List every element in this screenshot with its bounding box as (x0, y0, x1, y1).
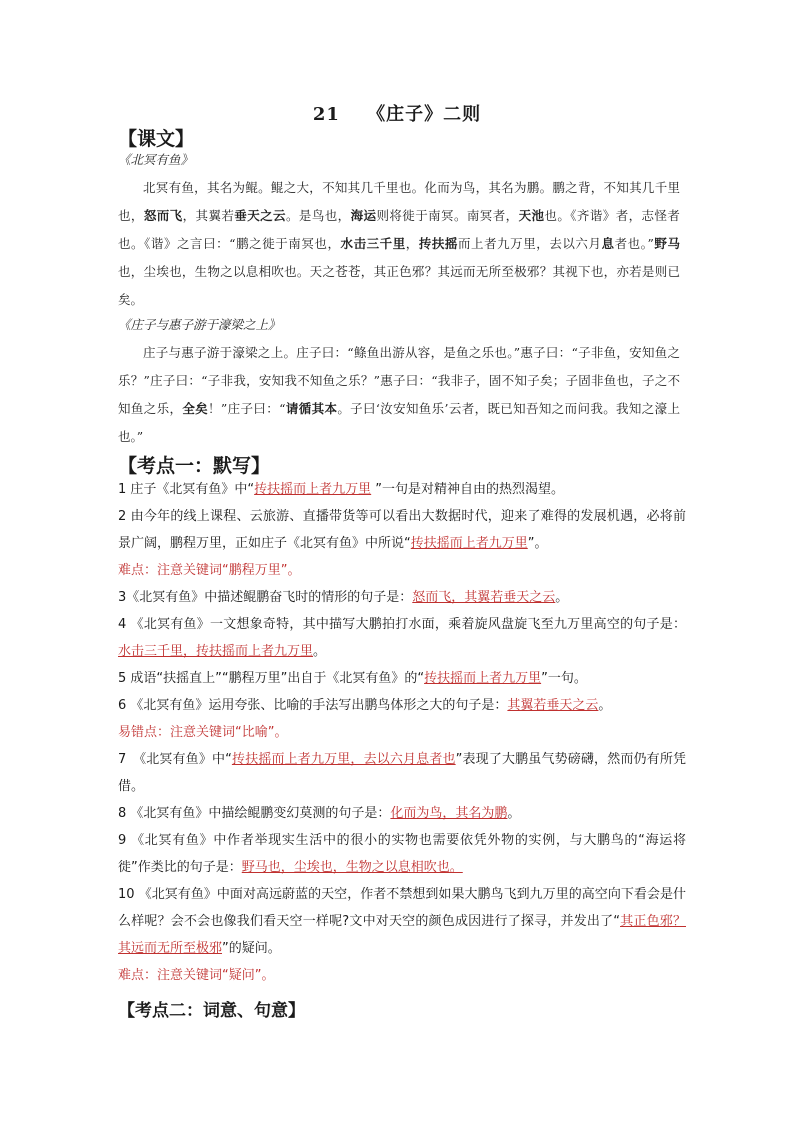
section-heading-text: 【课文】 (118, 128, 195, 150)
question-4: 4 《北冥有鱼》一文想象奇特，其中描写大鹏拍打水面，乘着旋风盘旋飞至九万里高空的句子是：水击三千里，抟扶摇而上者九万里。 (118, 617, 686, 659)
passage1-body: 北冥有鱼，其名为鲲。鲲之大，不知其几千里也。化而为鸟，其名为鹏。鹏之背，不知其几千里也，怒而飞，其翼若垂天之云。是鸟也，海运则将徙于南冥。南冥者，天池也。《齐谐》者，志怪者也。《谐》之言曰：“鹏之徙于南冥也，水击三千里，抟扶摇而上者九万里，去以六月息者也。”野马也，尘埃也，生物之以息相吹也。天之苍苍，其正色邪？其远而无所至极邪？其视下也，亦若是则已矣。 (118, 180, 680, 307)
note-q2: 难点：注意关键词“鹏程万里”。 (118, 563, 301, 578)
lesson-title-text: 《庄子》二则 (367, 104, 482, 125)
question-2: 2 由今年的线上课程、云旅游、直播带货等可以看出大数据时代，迎来了难得的发展机遇，必将前景广阔，鹏程万里，正如庄子《北冥有鱼》中所说“抟扶摇而上者九万里”。 (118, 509, 686, 551)
section-heading-kp1: 【考点一：默写】 (118, 455, 271, 477)
note-q6: 易错点：注意关键词“比喻”。 (118, 725, 288, 740)
question-6: 6 《北冥有鱼》运用夸张、比喻的手法写出鹏鸟体形之大的句子是：其翼若垂天之云。 (118, 698, 612, 713)
passage2-heading: 《庄子与惠子游于濠梁之上》 (118, 317, 281, 332)
lesson-number: 21 (312, 104, 340, 125)
passage1-heading: 《北冥有鱼》 (118, 152, 194, 167)
section-heading-kp2: 【考点二：词意、句意】 (118, 1001, 305, 1021)
question-10: 10 《北冥有鱼》中面对高远蔚蓝的天空，作者不禁想到如果大鹏鸟飞到九万里的高空向下看会是什么样呢？会不会也像我们看天空一样呢?文中对天空的颜色成因进行了探寻，并发出了“其正色邪？其远而无所至极邪”的疑问。 (118, 887, 686, 956)
passage2-body: 庄子与惠子游于濠梁之上。庄子曰：“鲦鱼出游从容，是鱼之乐也。”惠子曰：“子非鱼，安知鱼之乐？”庄子曰：“子非我，安知我不知鱼之乐？”惠子曰：“我非子，固不知子矣；子固非鱼也，子之不知鱼之乐，全矣！”庄子曰：“请循其本。子曰‘汝安知鱼乐’云者，既已知吾知之而问我。我知之濠上也。” (118, 345, 680, 444)
question-3: 3《北冥有鱼》中描述鲲鹏奋飞时的情形的句子是：怒而飞，其翼若垂天之云。 (118, 590, 569, 605)
question-8: 8 《北冥有鱼》中描绘鲲鹏变幻莫测的句子是：化而为鸟，其名为鹏。 (118, 806, 521, 821)
question-1: 1 庄子《北冥有鱼》中“抟扶摇而上者九万里 ”一句是对精神自由的热烈渴望。 (118, 482, 565, 497)
question-9: 9 《北冥有鱼》中作者举现实生活中的很小的实物也需要依凭外物的实例，与大鹏鸟的“海运将徙”作类比的句子是：野马也，尘埃也，生物之以息相吹也。 (118, 833, 686, 875)
question-5: 5 成语“扶摇直上”“鹏程万里”出自于《北冥有鱼》的“抟扶摇而上者九万里”一句。 (118, 671, 587, 686)
question-7: 7 《北冥有鱼》中“抟扶摇而上者九万里，去以六月息者也”表现了大鹏虽气势磅礴，然而仍有所凭借。 (118, 752, 686, 794)
lesson-title (0, 100, 794, 126)
note-q10: 难点：注意关键词“疑问”。 (118, 968, 275, 983)
